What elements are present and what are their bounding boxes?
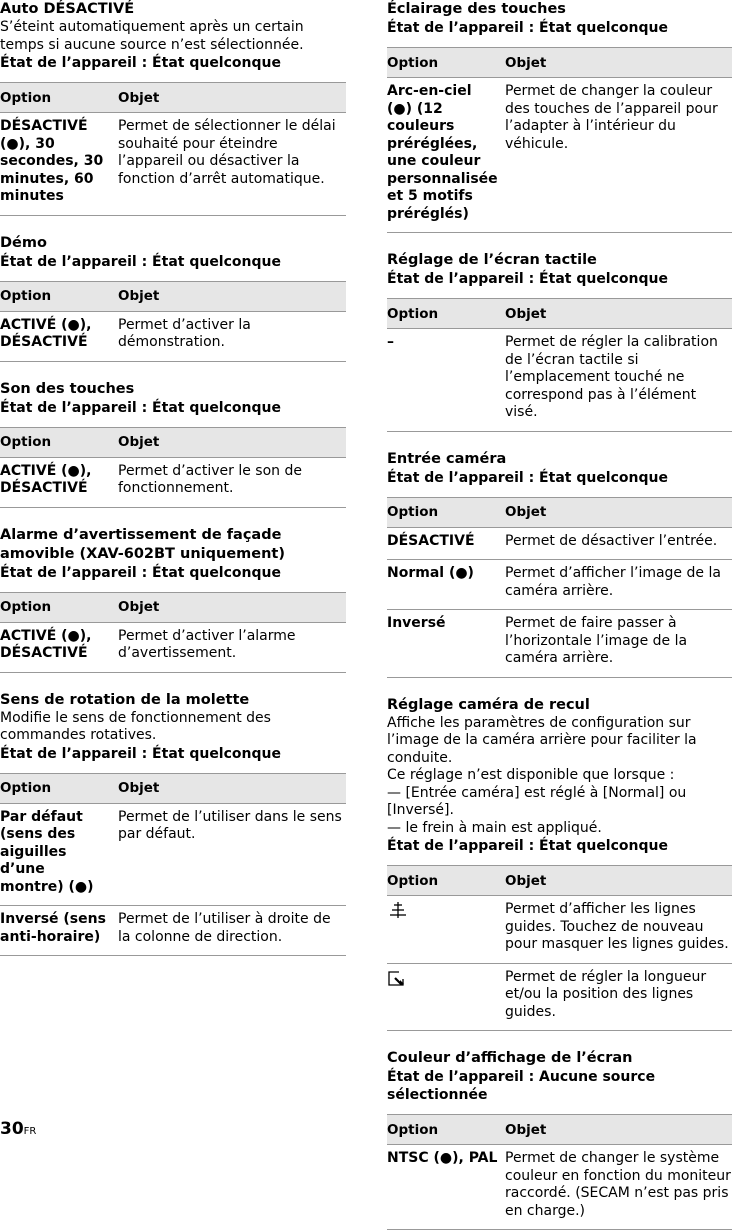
option-cell: [387, 963, 505, 1031]
header-option: Option: [0, 281, 118, 311]
section-title-auto-off: Auto DÉSACTIVÉ: [0, 1, 135, 17]
header-objet: Objet: [118, 773, 346, 803]
rear-camera-table: [387, 865, 732, 1031]
device-state: État de l’appareil : État quelconque: [0, 745, 281, 762]
header-objet: Objet: [118, 592, 346, 622]
header-option: Option: [0, 773, 118, 803]
device-state: État de l’appareil : État quelconque: [0, 55, 281, 71]
device-state: État de l’appareil : État quelconque: [387, 271, 668, 287]
header-objet: Objet: [505, 299, 732, 329]
section-title-dial-direction: Sens de rotation de la molette: [0, 691, 250, 708]
objet-cell: Permet d’afficher les lignes guides. Touchez de nouveau pour masquer les lignes guides.: [505, 896, 732, 964]
section-title-key-illumination: Éclairage des touches: [387, 1, 566, 17]
section-description: Affiche les paramètres de configuration sur l’image de la caméra arrière pour faciliter la conduite.: [387, 714, 697, 766]
right-column: [387, 0, 732, 1230]
header-option: Option: [387, 866, 505, 896]
option-cell: Inversé (sens anti-horaire): [0, 906, 118, 956]
table-row: [387, 896, 732, 964]
option-cell: Inversé: [387, 610, 505, 678]
touch-calibration-table: [387, 298, 732, 432]
objet-cell: Permet de l’utiliser à droite de la colonne de direction.: [118, 906, 346, 956]
option-cell: [387, 896, 505, 964]
header-option: Option: [387, 48, 505, 78]
key-illumination-table: [387, 47, 732, 233]
table-row: [0, 803, 346, 906]
demo-table: [0, 281, 346, 362]
table-row: [387, 329, 732, 432]
objet-cell: Permet de sélectionner le délai souhaité pour éteindre l’appareil ou désactiver la fonction d’arrêt automatique.: [118, 113, 346, 216]
header-objet: Objet: [505, 866, 732, 896]
table-row: [0, 622, 346, 672]
objet-cell: Permet d’activer la démonstration.: [118, 311, 346, 361]
header-option: Option: [0, 592, 118, 622]
objet-cell: Permet de régler la longueur et/ou la position des lignes guides.: [505, 963, 732, 1031]
header-option: Option: [0, 427, 118, 457]
option-cell: ACTIVÉ (●), DÉSACTIVÉ: [0, 311, 118, 361]
table-row: [387, 560, 732, 610]
option-cell: ACTIVÉ (●), DÉSACTIVÉ: [0, 457, 118, 507]
table-header: [0, 281, 346, 311]
display-color-table: [387, 1114, 732, 1230]
left-column: [0, 0, 346, 956]
device-state: État de l’appareil : État quelconque: [0, 399, 281, 416]
objet-cell: Permet de désactiver l’entrée.: [505, 527, 732, 560]
header-objet: Objet: [118, 427, 346, 457]
table-header: [0, 592, 346, 622]
table-row: [0, 457, 346, 507]
option-cell: DÉSACTIVÉ (●), 30 secondes, 30 minutes, 60 minutes: [0, 113, 118, 216]
objet-cell: Permet d’afficher l’image de la caméra arrière.: [505, 560, 732, 610]
table-row: [387, 527, 732, 560]
table-row: [0, 113, 346, 216]
device-state: État de l’appareil : Aucune source sélectionnée: [387, 1069, 656, 1103]
guide-edit-icon: [387, 969, 409, 987]
guide-lines-icon: [387, 901, 409, 919]
section-title-rear-camera: Réglage caméra de recul: [387, 696, 590, 713]
section-description: Modifie le sens de fonctionnement des commandes rotatives.: [0, 709, 271, 743]
table-header: [0, 427, 346, 457]
section-title-display-color: Couleur d’affichage de l’écran: [387, 1050, 633, 1066]
table-header: [387, 497, 732, 527]
condition-item: — [Entrée caméra] est réglé à [Normal] ou [Inversé].: [387, 784, 687, 818]
device-state: État de l’appareil : État quelconque: [387, 20, 668, 36]
section-title-front-alarm: Alarme d’avertissement de façade amovible (XAV-602BT uniquement): [0, 526, 285, 562]
language-code: FR: [23, 1126, 37, 1137]
objet-cell: Permet de changer le système couleur en fonction du moniteur raccordé. (SECAM n’est pas pris en charge.): [505, 1145, 732, 1230]
header-objet: Objet: [505, 1115, 732, 1145]
objet-cell: Permet de régler la calibration de l’écran tactile si l’emplacement touché ne correspond pas à l’élément visé.: [505, 329, 732, 432]
auto-off-table: [0, 82, 346, 216]
header-option: Option: [387, 299, 505, 329]
camera-input-table: [387, 497, 732, 678]
key-sound-table: [0, 427, 346, 508]
table-row: [387, 963, 732, 1031]
dial-direction-table: [0, 773, 346, 957]
table-row: [387, 78, 732, 233]
header-option: Option: [387, 1115, 505, 1145]
header-objet: Objet: [118, 83, 346, 113]
table-row: [0, 906, 346, 956]
objet-cell: Permet de changer la couleur des touches de l’appareil pour l’adapter à l’intérieur du véhicule.: [505, 78, 732, 233]
table-row: [387, 1145, 732, 1230]
section-title-touch-calibration: Réglage de l’écran tactile: [387, 252, 597, 268]
table-header: [387, 866, 732, 896]
condition-intro: Ce réglage n’est disponible que lorsque :: [387, 767, 675, 783]
device-state: État de l’appareil : État quelconque: [387, 838, 668, 854]
table-row: [0, 311, 346, 361]
table-header: [0, 773, 346, 803]
table-header: [387, 1115, 732, 1145]
device-state: État de l’appareil : État quelconque: [387, 469, 668, 486]
header-objet: Objet: [505, 497, 732, 527]
option-cell: Arc-en-ciel (●) (12 couleurs préréglées, une couleur personnalisée et 5 motifs préréglés): [387, 78, 505, 233]
option-cell: DÉSACTIVÉ: [387, 527, 505, 560]
section-title-camera-input: Entrée caméra: [387, 450, 507, 467]
device-state: État de l’appareil : État quelconque: [0, 564, 281, 581]
header-objet: Objet: [118, 281, 346, 311]
option-cell: –: [387, 329, 505, 432]
condition-item: — le frein à main est appliqué.: [387, 819, 602, 836]
table-header: [0, 83, 346, 113]
objet-cell: Permet de l’utiliser dans le sens par défaut.: [118, 803, 346, 906]
option-cell: Par défaut (sens des aiguilles d’une montre) (●): [0, 803, 118, 906]
table-header: [387, 299, 732, 329]
objet-cell: Permet d’activer l’alarme d’avertissement.: [118, 622, 346, 672]
header-objet: Objet: [505, 48, 732, 78]
device-state: État de l’appareil : État quelconque: [0, 253, 281, 270]
table-header: [387, 48, 732, 78]
header-option: Option: [0, 83, 118, 113]
table-row: [387, 610, 732, 678]
section-description: S’éteint automatiquement après un certain temps si aucune source n’est sélectionnée.: [0, 19, 304, 53]
section-title-key-sound: Son des touches: [0, 380, 135, 397]
objet-cell: Permet de faire passer à l’horizontale l’image de la caméra arrière.: [505, 610, 732, 678]
header-option: Option: [387, 497, 505, 527]
option-cell: ACTIVÉ (●), DÉSACTIVÉ: [0, 622, 118, 672]
option-cell: NTSC (●), PAL: [387, 1145, 505, 1230]
objet-cell: Permet d’activer le son de fonctionnement.: [118, 457, 346, 507]
option-cell: Normal (●): [387, 560, 505, 610]
section-title-demo: Démo: [0, 234, 47, 251]
page-number-value: 30: [0, 1119, 24, 1139]
front-alarm-table: [0, 592, 346, 673]
page-number: [0, 1119, 36, 1139]
